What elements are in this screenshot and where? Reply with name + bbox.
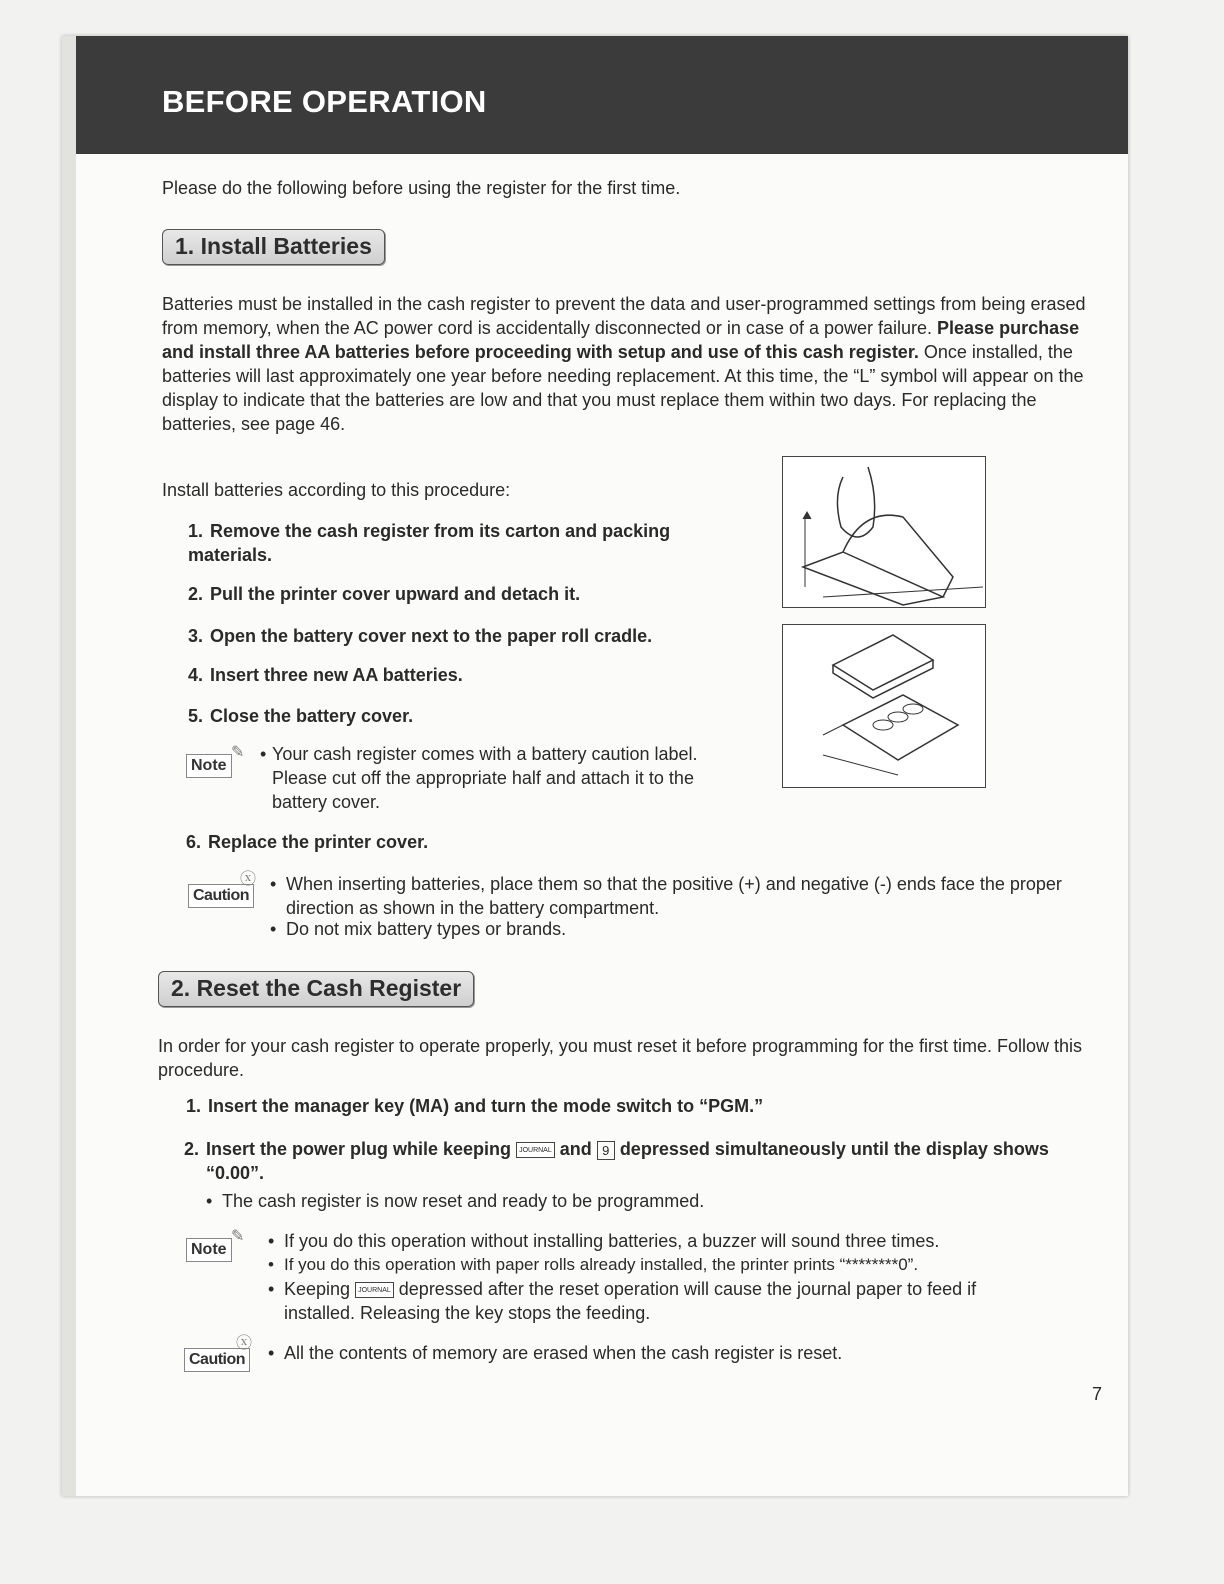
step-number: 6. bbox=[186, 832, 202, 852]
bullet-dot: • bbox=[206, 1191, 213, 1211]
caution-text: When inserting batteries, place them so that the positive (+) and negative (-) ends face the proper direction as shown in the battery compartment. bbox=[286, 874, 1062, 918]
battery-compartment-illustration bbox=[782, 624, 986, 788]
note-icon: Note bbox=[186, 1238, 232, 1262]
step-number: 1. bbox=[186, 1096, 202, 1116]
step-text: Insert three new AA batteries. bbox=[210, 665, 463, 685]
exclamation-icon: ⓧ bbox=[240, 871, 257, 888]
para-text-a: Batteries must be installed in the cash register to prevent the data and user-programmed settings from being erased from memory, when the AC power cord is accidentally disconnected or in case of a power failure. bbox=[162, 294, 1086, 338]
section1-paragraph bbox=[162, 292, 1102, 436]
battery-step-6 bbox=[186, 830, 428, 854]
procedure-intro: Install batteries according to this procedure: bbox=[162, 480, 511, 500]
header-bar bbox=[76, 36, 1128, 154]
manual-page bbox=[62, 36, 1128, 1496]
caution-text: Do not mix battery types or brands. bbox=[286, 919, 567, 939]
battery-step-5 bbox=[188, 704, 413, 728]
note-text: If you do this operation with paper rolls already installed, the printer prints “********0”. bbox=[284, 1255, 919, 1274]
para-text-bold: Please purchase and install three AA batteries before proceeding with setup and use of this cash register. bbox=[162, 318, 1080, 362]
step-text-pre: Insert the power plug while keeping bbox=[206, 1139, 512, 1159]
caution-bullet-2 bbox=[270, 917, 1106, 941]
bullet-dot: • bbox=[270, 919, 277, 939]
caution-icon: Caution bbox=[188, 884, 254, 908]
step-number: 1. bbox=[188, 521, 204, 541]
step-text-mid: and bbox=[559, 1139, 592, 1159]
bullet-dot: • bbox=[268, 1231, 275, 1251]
reset-note-bullet-1 bbox=[268, 1229, 1124, 1253]
step-text-post: depressed simultaneously until the display shows “0.00”. bbox=[206, 1139, 1049, 1183]
reset-step-2 bbox=[184, 1137, 1104, 1185]
printer-cover-drawing bbox=[783, 457, 985, 607]
journal-feed-key-icon: JOURNAL bbox=[355, 1282, 394, 1298]
step-number: 4. bbox=[188, 665, 204, 685]
note-icon: Note bbox=[186, 754, 232, 778]
journal-feed-key-icon: JOURNAL bbox=[516, 1142, 555, 1158]
bullet-dot: • bbox=[268, 1343, 275, 1363]
reset-caution-bullet bbox=[268, 1341, 1104, 1365]
step-text: Pull the printer cover upward and detach it. bbox=[210, 584, 581, 604]
note-text-post: depressed after the reset operation will cause the journal paper to feed if installed. Releasing the key stops the feeding. bbox=[284, 1279, 977, 1323]
battery-step-3 bbox=[188, 624, 652, 648]
section-install-batteries-heading: 1. Install Batteries bbox=[162, 229, 385, 265]
bullet-dot: • bbox=[268, 1255, 274, 1274]
exclamation-icon: ⓧ bbox=[236, 1335, 253, 1352]
note-text: Your cash register comes with a battery caution label. Please cut off the appropriate half and attach it to the battery cover. bbox=[272, 744, 698, 812]
reset-note-bullet-3 bbox=[268, 1277, 1024, 1325]
step-text: Replace the printer cover. bbox=[208, 832, 429, 852]
printer-cover-illustration bbox=[782, 456, 986, 608]
battery-step-2 bbox=[188, 582, 580, 606]
pencil-icon: ✎ bbox=[231, 1228, 245, 1245]
step-text: Remove the cash register from its carton and packing materials. bbox=[188, 521, 671, 565]
reset-step-2-bullet bbox=[206, 1189, 1082, 1213]
step-number: 5. bbox=[188, 706, 204, 726]
caution-text: All the contents of memory are erased when the cash register is reset. bbox=[284, 1343, 843, 1363]
step-text: Open the battery cover next to the paper roll cradle. bbox=[210, 626, 653, 646]
step-2-content bbox=[206, 1137, 1104, 1185]
caution-bullet-1 bbox=[270, 872, 1106, 920]
pencil-icon: ✎ bbox=[231, 744, 245, 761]
step-text: Close the battery cover. bbox=[210, 706, 414, 726]
page-number: 7 bbox=[1091, 1384, 1102, 1404]
reset-note-bullet-2 bbox=[268, 1253, 1124, 1277]
note-text-pre: Keeping bbox=[284, 1279, 351, 1299]
battery-step-4 bbox=[188, 663, 463, 687]
section-reset-heading: 2. Reset the Cash Register bbox=[158, 971, 474, 1007]
section2-intro: In order for your cash register to operate properly, you must reset it before programming for the first time. Follow this procedure. bbox=[158, 1036, 1083, 1080]
step-number: 3. bbox=[188, 626, 204, 646]
battery-step-1 bbox=[188, 519, 708, 567]
bullet-dot: • bbox=[270, 874, 277, 894]
step-text: Insert the manager key (MA) and turn the mode switch to “PGM.” bbox=[208, 1096, 764, 1116]
page-title: BEFORE OPERATION bbox=[162, 84, 487, 119]
intro-text: Please do the following before using the register for the first time. bbox=[162, 178, 681, 198]
nine-key-icon: 9 bbox=[597, 1141, 615, 1160]
battery-compartment-drawing bbox=[783, 625, 985, 787]
note-bullet bbox=[260, 742, 752, 814]
para-text-b: Once installed, the batteries will last approximately one year before needing replacement. At this time, the “L” symbol will appear on the display to indicate that the batteries are low and that you must replace them within two days. For replacing the batteries, see page 46. bbox=[162, 342, 1084, 434]
caution-icon: Caution bbox=[184, 1348, 250, 1372]
bullet-dot: • bbox=[268, 1279, 275, 1299]
step-number: 2. bbox=[188, 584, 204, 604]
step-number: 2. bbox=[184, 1139, 200, 1159]
bullet-dot: • bbox=[260, 744, 267, 764]
reset-step-1 bbox=[186, 1094, 1086, 1118]
note-text: If you do this operation without installing batteries, a buzzer will sound three times. bbox=[284, 1231, 940, 1251]
bullet-text: The cash register is now reset and ready to be programmed. bbox=[222, 1191, 705, 1211]
